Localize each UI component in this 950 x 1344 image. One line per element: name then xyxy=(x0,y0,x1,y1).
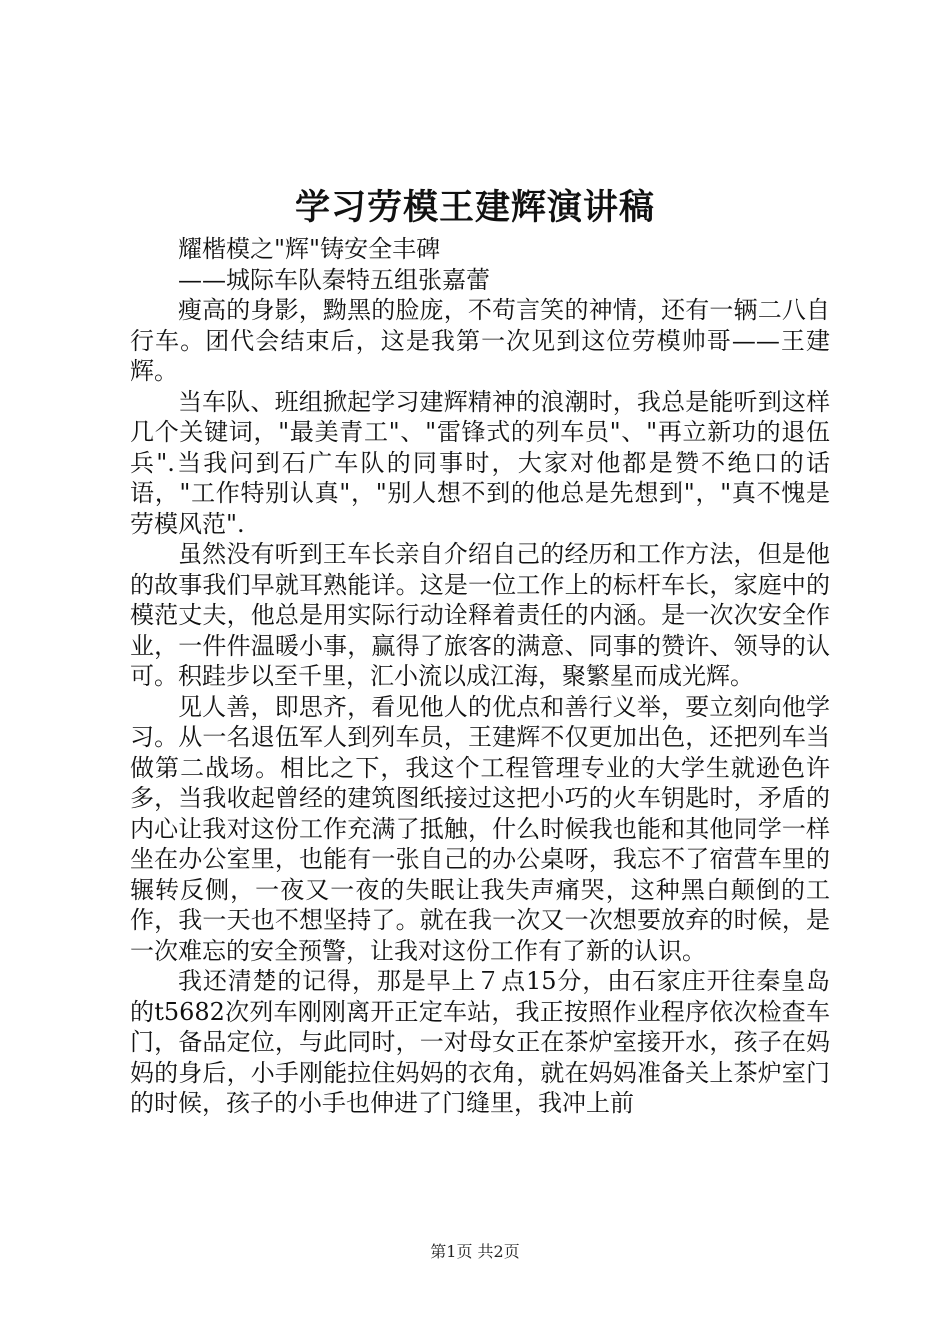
document-body xyxy=(130,234,830,1119)
author-line: ——城际车队秦特五组张嘉蕾 xyxy=(178,265,490,294)
page-footer: 第1页 共2页 xyxy=(430,1242,520,1261)
subtitle-line: 耀楷模之"辉"铸安全丰碑 xyxy=(178,235,441,263)
document-title: 学习劳模王建辉演讲稿 xyxy=(294,187,655,228)
body-paragraph: 虽然没有听到王车长亲自介绍自己的经历和工作方法，但是他的故事我们早就耳熟能详。这是一位工作上的标杆车长，家庭中的模范丈夫，他总是用实际行动诠释着责任的内涵。是一次次安全作业，一件件温暖小事，赢得了旅客的满意、同事的赞许、领导的认可。积跬步以至千里，汇小流以成江海，聚繁星而成光辉。 xyxy=(130,540,830,690)
body-paragraph: 瘦高的身影，黝黑的脸庞，不苟言笑的神情，还有一辆二八自行车。团代会结束后，这是我第一次见到这位劳模帅哥——王建辉。 xyxy=(130,296,830,385)
body-paragraph: 见人善，即思齐，看见他人的优点和善行义举，要立刻向他学习。从一名退伍军人到列车员，王建辉不仅更加出色，还把列车当做第二战场。相比之下，我这个工程管理专业的大学生就逊色许多，当我收起曾经的建筑图纸接过这把小巧的火车钥匙时，矛盾的内心让我对这份工作充满了抵触，什么时候我也能和其他同学一样坐在办公室里，也能有一张自己的办公桌呀，我忘不了宿营车里的辗转反侧，一夜又一夜的失眠让我失声痛哭，这种黑白颠倒的工作，我一天也不想坚持了。就在我一次又一次想要放弃的时候，是一次难忘的安全预警，让我对这份工作有了新的认识。 xyxy=(130,692,830,965)
body-paragraph: 我还清楚的记得，那是早上７点15分，由石家庄开往秦皇岛的t5682次列车刚刚离开正定车站，我正按照作业程序依次检查车门，备品定位，与此同时，一对母女正在茶炉室接开水，孩子在妈妈的身后，小手刚能拉住妈妈的衣角，就在妈妈准备关上茶炉室门的时候，孩子的小手也伸进了门缝里，我冲上前 xyxy=(130,967,830,1117)
body-paragraph: 当车队、班组掀起学习建辉精神的浪潮时，我总是能听到这样几个关键词，"最美青工"、"雷锋式的列车员"、"再立新功的退伍兵".当我问到石广车队的同事时，大家对他都是赞不绝口的话语，"工作特别认真"，"别人想不到的他总是先想到"，"真不愧是劳模风范". xyxy=(130,387,830,538)
